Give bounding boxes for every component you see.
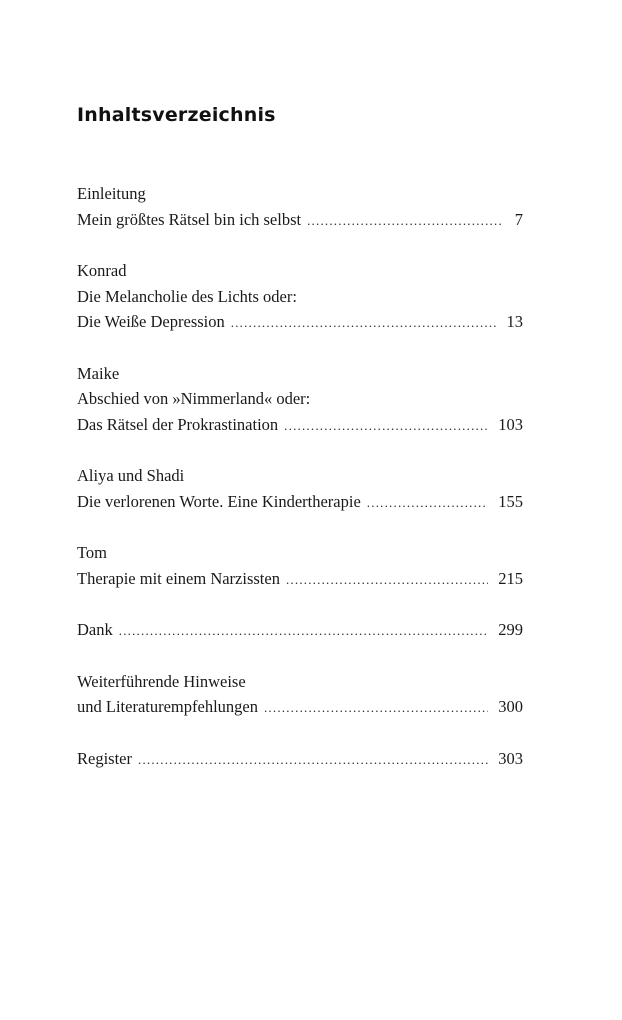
toc-entry-tom <box>77 540 523 592</box>
toc-heading: Weiterführende Hinweise <box>77 671 246 691</box>
page-number: 103 <box>498 414 523 434</box>
page-number: 303 <box>498 748 523 768</box>
toc-title: Die Weiße Depression <box>77 312 225 331</box>
toc-line[interactable] <box>77 617 523 644</box>
toc-line[interactable] <box>77 694 523 721</box>
dot-leader <box>264 695 488 721</box>
toc-title: und Literaturempfehlungen <box>77 697 258 716</box>
toc-line[interactable] <box>77 412 523 439</box>
toc-entry-register <box>77 746 523 773</box>
toc-entry-dank <box>77 617 523 644</box>
table-of-contents <box>77 181 523 797</box>
dot-leader <box>284 413 488 439</box>
toc-heading: Konrad <box>77 261 127 280</box>
toc-line[interactable] <box>77 207 523 234</box>
toc-entry-aliya-und-shadi <box>77 463 523 515</box>
toc-heading: Aliya und Shadi <box>77 466 185 485</box>
toc-entry-konrad <box>77 258 523 336</box>
toc-title: Das Rätsel der Prokrastination <box>77 414 279 434</box>
toc-title: Therapie mit einem Narzissten <box>77 568 280 588</box>
dot-leader <box>231 310 497 336</box>
toc-title: Die verlorenen Worte. Eine Kindertherapie <box>77 491 361 511</box>
page-title: Inhaltsverzeichnis <box>77 104 276 126</box>
dot-leader <box>286 567 488 593</box>
dot-leader <box>119 618 489 644</box>
toc-line[interactable] <box>77 566 523 593</box>
toc-subtitle: Abschied von »Nimmerland« oder: <box>77 389 311 408</box>
toc-entry-hinweise <box>77 669 523 721</box>
toc-heading: Maike <box>77 363 120 383</box>
page-number: 299 <box>498 620 523 639</box>
page-number: 155 <box>498 491 523 511</box>
toc-title: Mein größtes Rätsel bin ich selbst <box>77 209 302 229</box>
page-number: 215 <box>498 568 523 588</box>
page-number: 7 <box>514 209 523 229</box>
dot-leader <box>307 208 501 234</box>
toc-line[interactable] <box>77 489 523 516</box>
page-number: 13 <box>506 312 523 331</box>
page-number: 300 <box>498 697 523 716</box>
toc-entry-einleitung <box>77 181 523 233</box>
toc-title: Dank <box>77 620 113 639</box>
dot-leader <box>367 490 488 516</box>
toc-line[interactable] <box>77 309 523 336</box>
toc-subtitle: Die Melancholie des Lichts oder: <box>77 286 297 306</box>
toc-entry-maike <box>77 361 523 439</box>
toc-heading: Einleitung <box>77 184 146 203</box>
toc-title: Register <box>77 748 132 768</box>
toc-heading: Tom <box>77 543 108 562</box>
toc-line[interactable] <box>77 746 523 773</box>
dot-leader <box>138 747 488 773</box>
